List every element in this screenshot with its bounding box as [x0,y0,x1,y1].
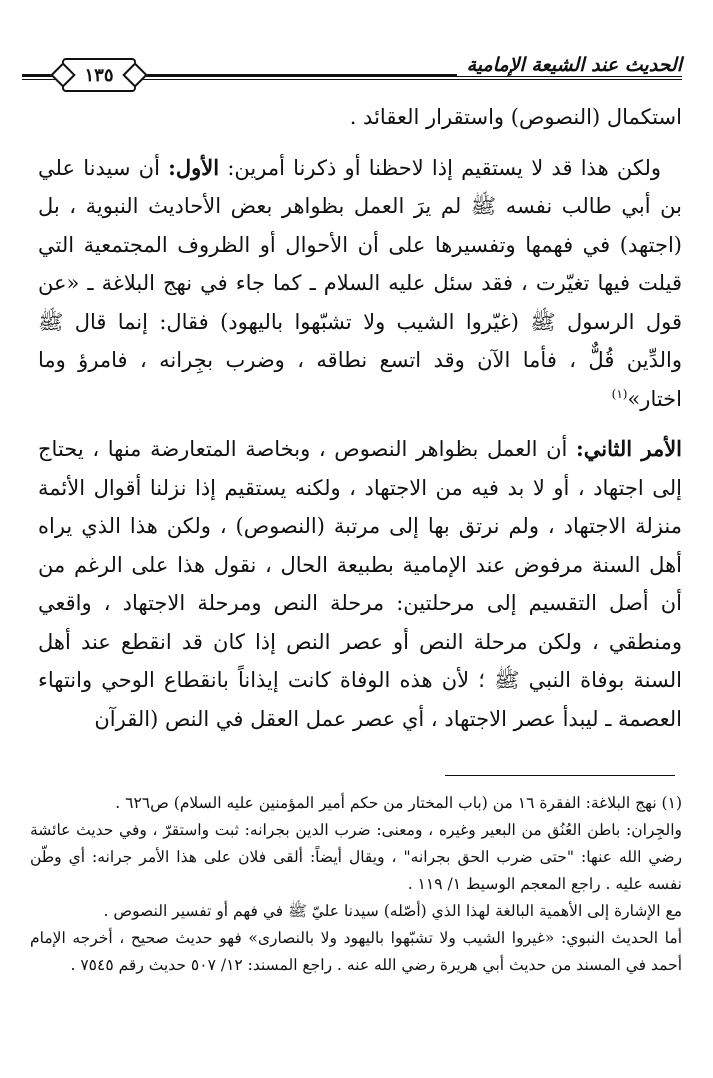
paragraph-2-text: أن سيدنا علي بن أبي طالب نفسه ﷺ لم يرَ العمل بظواهر بعض الأحاديث النبوية ، بل (اجتهد) في فهمها وتفسيرها على أن الأحوال أو الظروف المجتمعية التي قيلت فيها تغيّرت ، فقد سئل عليه السلام ـ كما جاء في نهج البلاغة ـ «عن قول الرسول ﷺ (غيّروا الشيب ولا تشبّهوا باليهود) فقال: إنما قال ﷺ والدِّين قُلٌّ ، فأما الآن وقد اتسع نطاقه ، وضرب بجِرانه ، فامرؤ وما اختار» [38,155,682,411]
footnote-1-note: مع الإشارة إلى الأهمية البالغة لهذا الذي (أصّله) سيدنا عليّ ﷺ في فهم أو تفسير النصوص . [103,902,682,920]
footnote-1: (١) نهج البلاغة: الفقرة ١٦ من (باب المختار من حكم أمير المؤمنين عليه السلام) ص٦٢٦ . [115,794,682,812]
page-header [22,52,682,92]
footnote-1-hadith: أما الحديث النبوي: «غيروا الشيب ولا تشبّهوا باليهود ولا بالنصارى» فهو حديث صحيح ، أخرجه الإمام أحمد في المسند من حديث أبي هريرة رضي الله عنه . راجع المسند: ١٢/ ٥٠٧ حديث رقم ٧٥٤٥ . [30,929,682,974]
footnotes [30,790,682,979]
footnote-separator [445,775,675,776]
page-number: ١٣٥ [62,58,136,92]
paragraph-3 [38,430,682,738]
paragraph-2-lead: ولكن هذا قد لا يستقيم إذا لاحظنا أو ذكرنا أمرين: [219,155,662,180]
running-title: الحديث عند الشيعة الإمامية [457,54,682,76]
paragraph-1: استكمال (النصوص) واستقرار العقائد . [349,105,682,129]
second-point-label: الأمر الثاني: [576,436,682,461]
paragraph-3-text: أن العمل بظواهر النصوص ، وبخاصة المتعارضة منها ، يحتاج إلى اجتهاد ، أو لا بد فيه من الاجتهاد ، ولكنه يستقيم إذا نزلنا أقوال الأئمة منزلة الاجتهاد ، ولم نرتق بها إلى مرتبة (النصوص) ، ولكن هذا الذي يراه أهل السنة مرفوض عند الإمامية بطبيعة الحال ، نقول هذا على الرغم من أن أصل التقسيم إلى مرحلتين: مرحلة النص ومرحلة الاجتهاد ، واقعي ومنطقي ، ولكن مرحلة النص أو عصر النص إذا كان قد انقطع عند أهل السنة بوفاة النبي ﷺ ؛ لأن هذه الوفاة كانت إيذاناً بانقطاع الوحي وانتهاء العصمة ـ ليبدأ عصر الاجتهاد ، أي عصر عمل العقل في النص (القرآن [38,437,682,731]
footnote-ref-1: (١) [611,386,628,401]
footnote-1-gloss: والجِران: باطن العُنُق من البعير وغيره ، ومعنى: ضرب الدين بجرانه: ثبت واستقرّ ، وفي حديث عائشة رضي الله عنها: "حتى ضرب الحق بجرانه" ، ويقال أيضاً: ألقى فلان على هذا الأمر جرانه: أي وطّن نفسه عليه . راجع المعجم الوسيط ١/ ١١٩ . [30,821,682,893]
main-text [38,98,682,738]
paragraph-2 [38,149,682,419]
first-point-label: الأول: [168,154,220,180]
